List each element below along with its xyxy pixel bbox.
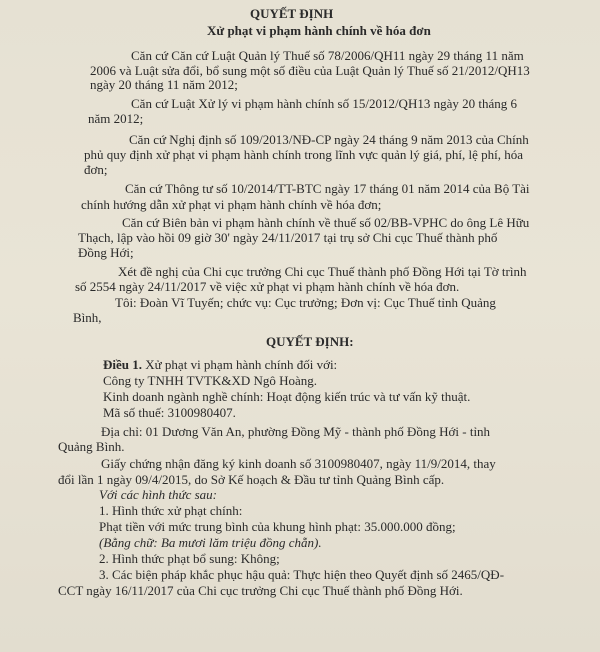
preamble-line: Căn cứ Thông tư số 10/2014/TT-BTC ngày 17 tháng 01 năm 2014 của Bộ Tài <box>125 180 530 196</box>
preamble-line: năm 2012; <box>88 111 144 127</box>
forms-intro: Với các hình thức sau: <box>99 487 218 503</box>
document-subtitle: Xử phạt vi phạm hành chính về hóa đơn <box>207 22 431 38</box>
document-title: QUYẾT ĐỊNH <box>250 6 334 22</box>
address-line: Quảng Bình. <box>58 439 125 455</box>
address-line: Địa chỉ: 01 Dương Văn An, phường Đồng Mỹ - thành phố Đồng Hới - tỉnh <box>101 424 491 440</box>
fine-amount: Phạt tiền với mức trung bình của khung hình phạt: 35.000.000 đồng; <box>99 519 456 535</box>
company-name: Công ty TNHH TVTK&XD Ngô Hoàng. <box>103 372 318 388</box>
preamble-line: Căn cứ Biên bản vi phạm hành chính về thuế số 02/BB-VPHC do ông Lê Hữu <box>122 214 530 230</box>
item-3-remedies: CCT ngày 16/11/2017 của Chi cục trưởng Chi cục Thuế thành phố Đồng Hới. <box>58 583 463 599</box>
preamble-line: Bình, <box>73 310 102 326</box>
business-line: Kinh doanh ngành nghề chính: Hoạt động kiến trúc và tư vấn kỹ thuật. <box>103 389 471 405</box>
preamble-line: Căn cứ Luật Xử lý vi phạm hành chính số 15/2012/QH13 ngày 20 tháng 6 <box>131 95 517 111</box>
preamble-line: đơn; <box>84 161 108 177</box>
preamble-line: ngày 20 tháng 11 năm 2012; <box>90 77 238 93</box>
preamble-line: số 2554 ngày 24/11/2017 về việc xử phạt vi phạm hành chính về hóa đơn. <box>75 278 460 294</box>
article-1 <box>103 357 337 372</box>
item-2-additional-penalty: 2. Hình thức phạt bổ sung: Không; <box>99 551 280 567</box>
item-3-remedies: 3. Các biện pháp khắc phục hậu quả: Thực hiện theo Quyết định số 2465/QĐ- <box>99 567 505 583</box>
preamble-line: Căn cứ Nghị định số 109/2013/NĐ-CP ngày 24 tháng 9 năm 2013 của Chính <box>129 131 529 147</box>
tax-code: Mã số thuế: 3100980407. <box>103 405 236 421</box>
license-line: đổi lần 1 ngày 09/4/2015, do Sở Kế hoạch & Đầu tư tỉnh Quảng Bình cấp. <box>58 471 445 487</box>
preamble-line: 2006 và Luật sửa đổi, bổ sung một số điều của Luật Quản lý Thuế số 21/2012/QH13 <box>90 63 530 79</box>
preamble-line: Căn cứ Căn cứ Luật Quản lý Thuế số 78/2006/QH11 ngày 29 tháng 11 năm <box>131 48 524 64</box>
preamble-line: Tôi: Đoàn Vĩ Tuyến; chức vụ: Cục trưởng; Đơn vị: Cục Thuế tỉnh Quảng <box>115 295 496 311</box>
article-1-label: Điều 1. <box>103 357 142 373</box>
decision-heading: QUYẾT ĐỊNH: <box>266 334 354 350</box>
item-1-main-penalty: 1. Hình thức xử phạt chính: <box>99 503 243 519</box>
preamble-line: phủ quy định xử phạt vi phạm hành chính trong lĩnh vực quản lý giá, phí, lệ phí, hóa <box>84 146 524 162</box>
license-line: Giấy chứng nhận đăng ký kinh doanh số 3100980407, ngày 11/9/2014, thay <box>101 455 496 471</box>
preamble-line: Đồng Hới; <box>78 244 134 260</box>
article-1-text: Xử phạt vi phạm hành chính đối với: <box>142 357 338 373</box>
preamble-line: Xét đề nghị của Chi cục trưởng Chi cục Thuế thành phố Đồng Hới tại Tờ trình <box>118 263 527 279</box>
preamble-line: chính hướng dẫn xử phạt vi phạm hành chính về hóa đơn; <box>81 196 382 212</box>
fine-in-words: (Bằng chữ: Ba mươi lăm triệu đồng chẵn). <box>99 535 322 551</box>
preamble-line: Thạch, lập vào hồi 09 giờ 30' ngày 24/11/2017 tại trụ sở Chi cục Thuế thành phố <box>78 229 498 245</box>
